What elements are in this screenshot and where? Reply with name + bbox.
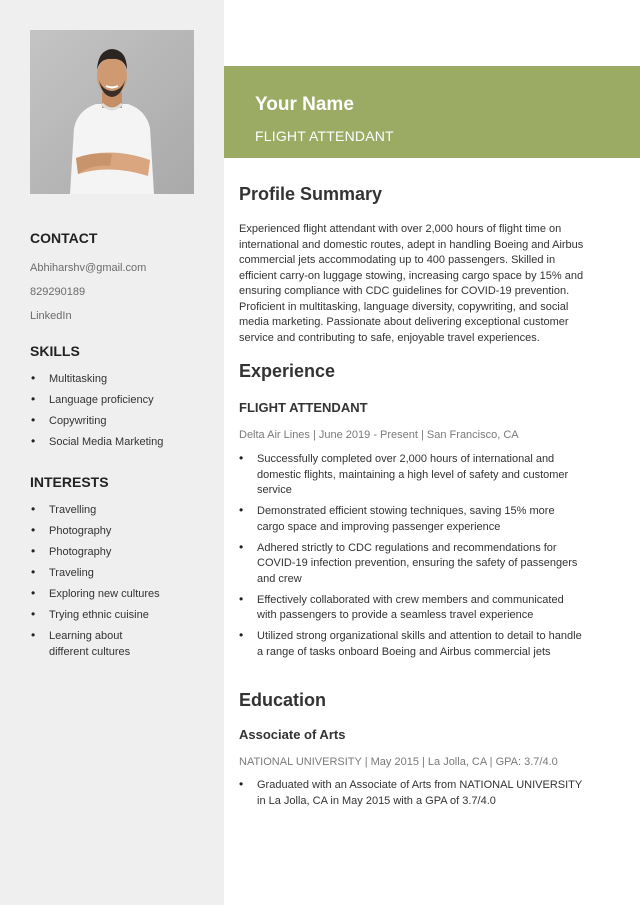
list-item: • Adhered strictly to CDC regulations and recommendations for COVID-19 infection prevention, ensuring the safety of passengers and crew bbox=[239, 541, 584, 588]
profile-summary-text: Experienced flight attendant with over 2,000 hours of flight time on international and domestic routes, adept in handling Boeing and Airbus commercial jets accommodating up to 400 passengers. Skilled in efficient carry-on luggage stowing, increasing cargo space by 15% and ensuring compliance with CDC guidelines for COVID-19 prevention. Proficient in multitasking, language diversity, copywriting, and social media marketing. Passionate about delivering exceptional customer service and contributing to safe, enjoyable travel experiences. bbox=[239, 223, 584, 344]
list-item: • Travelling bbox=[30, 503, 160, 519]
list-item: • Trying ethnic cuisine bbox=[30, 608, 160, 624]
list-item: • Demonstrated efficient stowing techniques, saving 15% more cargo space and improving passenger experience bbox=[239, 504, 584, 535]
list-item: • Utilized strong organizational skills and attention to detail to handle a range of tasks onboard Boeing and Airbus commercial jets bbox=[239, 629, 584, 660]
skills-heading: SKILLS bbox=[30, 343, 80, 359]
list-item: • Exploring new cultures bbox=[30, 587, 160, 603]
job-meta: Delta Air Lines | June 2019 - Present | San Francisco, CA bbox=[239, 429, 519, 441]
experience-heading: Experience bbox=[239, 361, 336, 381]
list-item: • Language proficiency bbox=[30, 393, 200, 409]
interests-heading: INTERESTS bbox=[30, 474, 109, 490]
education-bullets bbox=[239, 778, 584, 809]
list-item: • Effectively collaborated with crew members and communicated with passengers to provide a seamless travel experience bbox=[239, 593, 584, 624]
education-section bbox=[239, 690, 584, 815]
contact-heading: CONTACT bbox=[30, 230, 98, 246]
education-heading: Education bbox=[239, 690, 327, 710]
contact-phone[interactable]: 829290189 bbox=[30, 286, 86, 298]
experience-section bbox=[239, 361, 584, 666]
candidate-name: Your Name bbox=[255, 94, 354, 115]
skills-section bbox=[30, 343, 200, 456]
list-item: • Traveling bbox=[30, 566, 160, 582]
profile-photo bbox=[30, 30, 194, 194]
sidebar bbox=[0, 0, 224, 905]
list-item: • Photography bbox=[30, 545, 160, 561]
list-item: • Graduated with an Associate of Arts from NATIONAL UNIVERSITY in La Jolla, CA in May 2015 with a GPA of 3.7/4.0 bbox=[239, 778, 584, 809]
contact-linkedin[interactable]: LinkedIn bbox=[30, 310, 72, 322]
profile-section bbox=[239, 184, 584, 346]
experience-bullets bbox=[239, 452, 584, 660]
person-photo-icon bbox=[30, 30, 194, 194]
contact-section bbox=[30, 230, 200, 323]
list-item: • Multitasking bbox=[30, 372, 200, 388]
name-banner bbox=[224, 66, 640, 158]
skills-list bbox=[30, 372, 200, 451]
contact-email[interactable]: Abhiharshv@gmail.com bbox=[30, 262, 147, 274]
list-item: • Learning about different cultures bbox=[30, 629, 160, 660]
interests-list bbox=[30, 503, 160, 660]
education-meta: NATIONAL UNIVERSITY | May 2015 | La Jolla, CA | GPA: 3.7/4.0 bbox=[239, 756, 558, 768]
degree-title: Associate of Arts bbox=[239, 727, 346, 742]
list-item: • Copywriting bbox=[30, 414, 200, 430]
list-item: • Successfully completed over 2,000 hours of international and domestic flights, maintaining a high level of safety and customer service bbox=[239, 452, 584, 499]
candidate-title: FLIGHT ATTENDANT bbox=[255, 128, 394, 144]
profile-heading: Profile Summary bbox=[239, 184, 383, 204]
list-item: • Photography bbox=[30, 524, 160, 540]
job-title: FLIGHT ATTENDANT bbox=[239, 400, 368, 415]
list-item: • Social Media Marketing bbox=[30, 435, 200, 451]
interests-section bbox=[30, 474, 200, 666]
